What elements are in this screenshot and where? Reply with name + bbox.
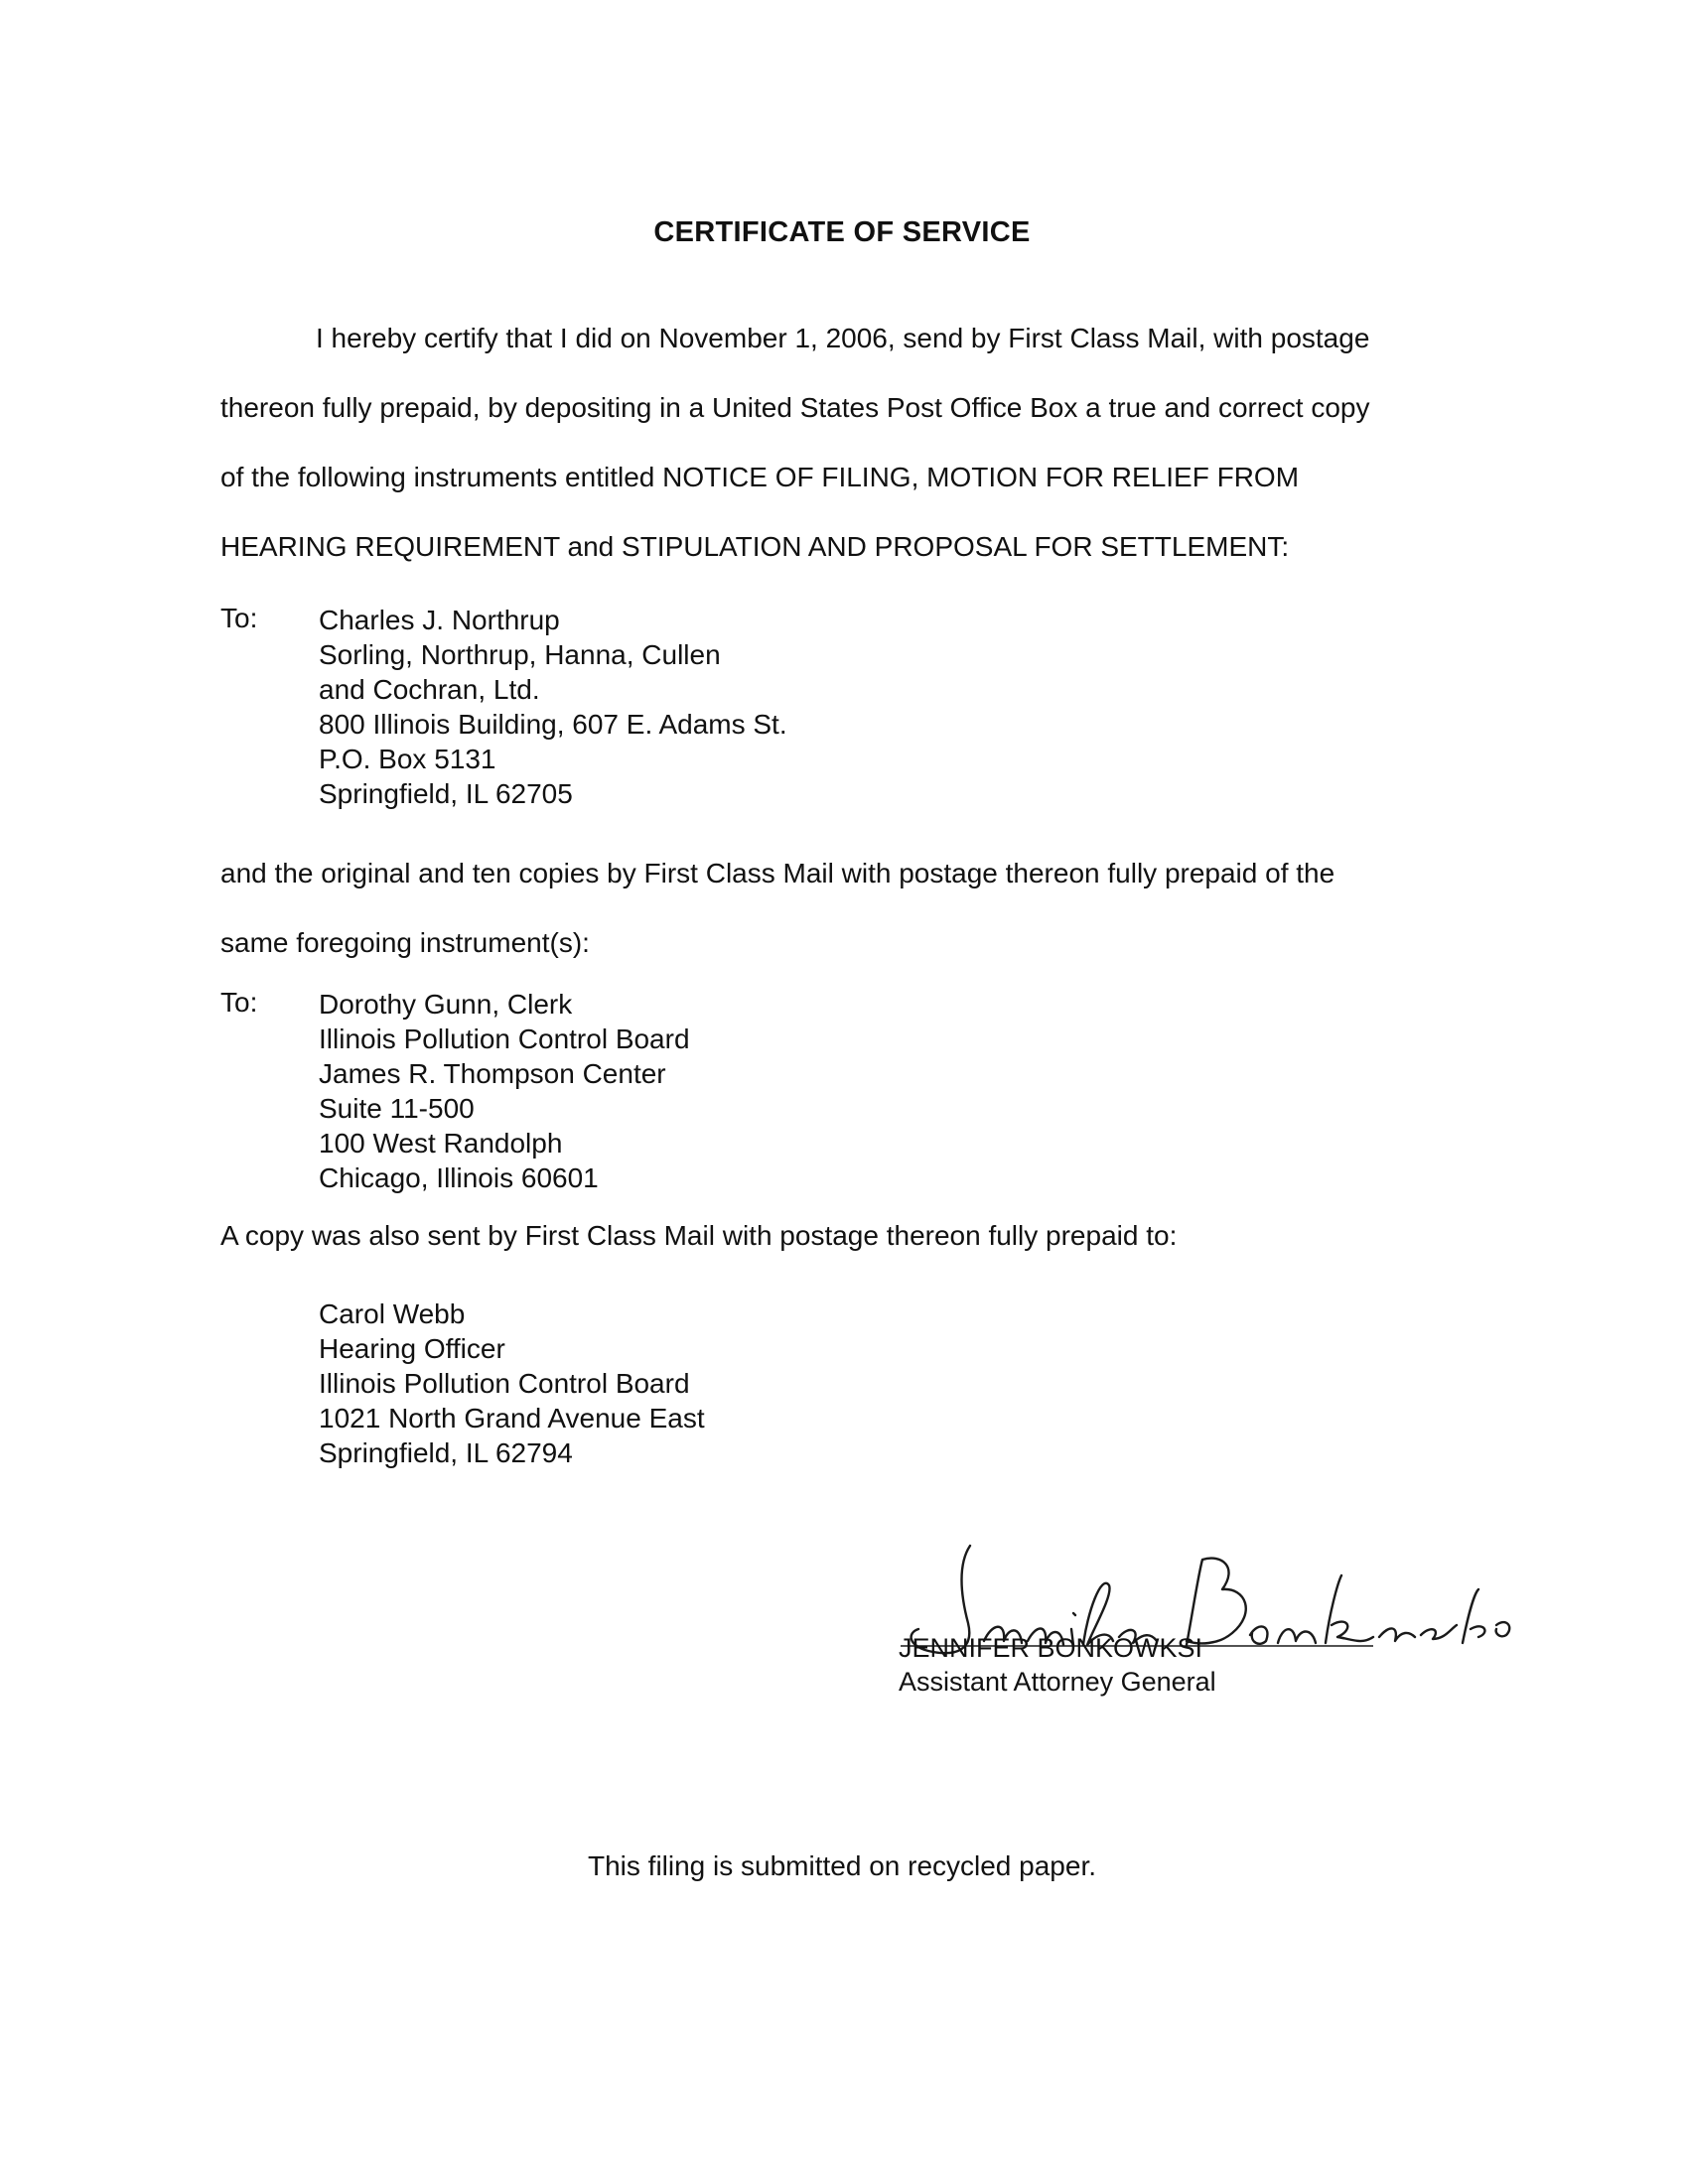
to-label-1: To: [220, 603, 258, 633]
address-line: James R. Thompson Center [319, 1058, 666, 1089]
address-line: Hearing Officer [319, 1333, 505, 1364]
address-line: Springfield, IL 62794 [319, 1437, 573, 1468]
intro-line: thereon fully prepaid, by depositing in a United States Post Office Box a true and correct copy [220, 392, 1370, 423]
to-label-2: To: [220, 987, 258, 1018]
address-line: Suite 11-500 [319, 1093, 475, 1124]
document-title: CERTIFICATE OF SERVICE [653, 216, 1031, 248]
address-line: Charles J. Northrup [319, 605, 560, 635]
recipient-address-3 [319, 1297, 705, 1470]
address-line: 100 West Randolph [319, 1128, 563, 1159]
footer-note: This filing is submitted on recycled paper. [587, 1850, 1097, 1881]
recipient-address-1 [319, 603, 787, 811]
address-line: P.O. Box 5131 [319, 744, 496, 774]
address-line: Illinois Pollution Control Board [319, 1368, 690, 1399]
address-line: and Cochran, Ltd. [319, 674, 540, 705]
intro-line: of the following instruments entitled NOTICE OF FILING, MOTION FOR RELIEF FROM [220, 462, 1300, 492]
address-line: Chicago, Illinois 60601 [319, 1162, 599, 1193]
address-line: 1021 North Grand Avenue East [319, 1403, 705, 1433]
address-line: Sorling, Northrup, Hanna, Cullen [319, 639, 721, 670]
signer-role: Assistant Attorney General [899, 1667, 1216, 1697]
paragraph-line: A copy was also sent by First Class Mail with postage thereon fully prepaid to: [220, 1220, 1178, 1251]
address-line: Dorothy Gunn, Clerk [319, 989, 573, 1020]
copy-paragraph [220, 1218, 1511, 1254]
address-line: Illinois Pollution Control Board [319, 1024, 690, 1054]
intro-line: HEARING REQUIREMENT and STIPULATION AND PROPOSAL FOR SETTLEMENT: [220, 531, 1290, 562]
intro-paragraph [220, 304, 1511, 582]
original-copies-paragraph [220, 839, 1511, 978]
address-line: Carol Webb [319, 1298, 466, 1329]
address-line: 800 Illinois Building, 607 E. Adams St. [319, 709, 787, 740]
address-line: Springfield, IL 62705 [319, 778, 573, 809]
recipient-address-2 [319, 987, 690, 1195]
intro-line: I hereby certify that I did on November 1, 2006, send by First Class Mail, with postage [316, 323, 1370, 353]
paragraph-line: and the original and ten copies by First Class Mail with postage thereon fully prepaid of the [220, 858, 1335, 888]
signer-name: JENNIFER BONKOWKSI [899, 1633, 1203, 1663]
paragraph-line: same foregoing instrument(s): [220, 927, 590, 958]
